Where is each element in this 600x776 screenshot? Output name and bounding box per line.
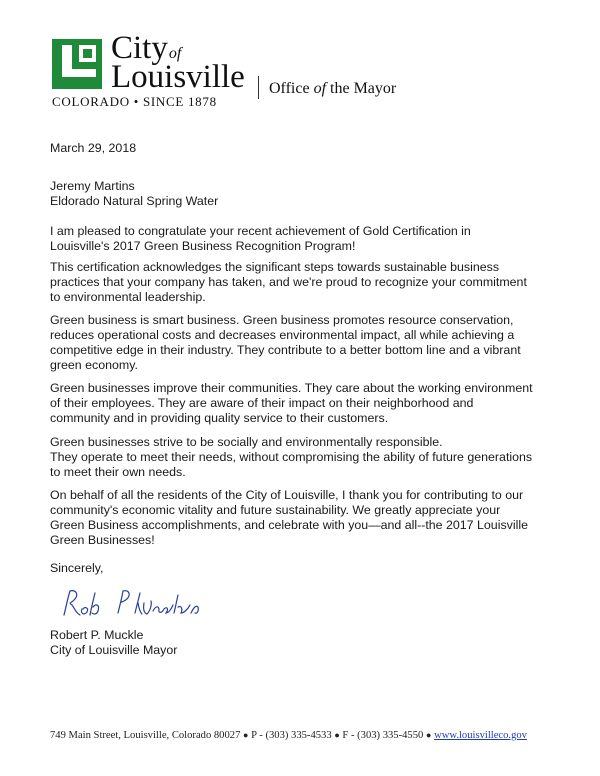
office-prefix: Office <box>269 80 314 97</box>
paragraph-1 <box>50 224 570 254</box>
office-of-word: of <box>313 80 327 97</box>
paragraph-line: Green business is smart business. Green business promotes resource conservation, <box>50 313 514 327</box>
office-of-the-mayor <box>269 80 396 98</box>
paragraph-line: Green businesses strive to be socially and environmentally responsible. <box>50 435 443 449</box>
recipient-name: Jeremy Martins <box>50 179 135 193</box>
paragraph-4 <box>50 381 570 426</box>
paragraph-3 <box>50 313 570 373</box>
paragraph-line: competitive edge in their industry. They contribute to a better bottom line and a vibrant <box>50 343 521 357</box>
recipient-company: Eldorado Natural Spring Water <box>50 194 219 208</box>
paragraph-line: community and in providing quality service to their customers. <box>50 411 389 425</box>
handwritten-signature <box>60 585 210 625</box>
paragraph-line: green economy. <box>50 358 138 372</box>
office-suffix: the Mayor <box>326 80 397 97</box>
paragraph-5 <box>50 435 570 480</box>
paragraph-line: to environmental leadership. <box>50 290 206 304</box>
paragraph-line: I am pleased to congratulate your recent achievement of Gold Certification in <box>50 224 471 238</box>
paragraph-line: practices that your company has taken, and we're proud to recognize your commitment <box>50 275 527 289</box>
paragraph-line: to meet their own needs. <box>50 465 186 479</box>
logo-subline: COLORADO • SINCE 1878 <box>52 94 217 109</box>
paragraph-line: reduces operational costs and decreases environmental impact, all while achieving a <box>50 328 515 342</box>
signer-block <box>50 628 570 658</box>
letter-date: March 29, 2018 <box>50 141 137 155</box>
paragraph-line: of their employees. They are aware of their impact on their neighborhood and <box>50 396 474 410</box>
footer <box>50 730 527 741</box>
paragraph-line: Green Business accomplishments, and celebrate with you—and all--the 2017 Louisville <box>50 518 528 532</box>
footer-address: 749 Main Street, Louisville, Colorado 80027 <box>50 730 241 741</box>
paragraph-line: Green Businesses! <box>50 533 155 547</box>
paragraph-6 <box>50 488 570 548</box>
paragraph-line: On behalf of all the residents of the City of Louisville, I thank you for contributing to our <box>50 488 524 502</box>
footer-bullet: ● <box>334 730 340 740</box>
letterhead-divider <box>258 76 259 99</box>
closing: Sincerely, <box>50 561 104 575</box>
footer-website-link[interactable]: www.louisvilleco.gov <box>434 730 527 741</box>
signer-title: City of Louisville Mayor <box>50 643 178 657</box>
footer-bullet: ● <box>243 730 249 740</box>
paragraph-2 <box>50 260 570 305</box>
logo-city-word: City <box>111 30 168 66</box>
footer-fax: F - (303) 335-4550 <box>342 730 424 741</box>
paragraph-line: community's economic vitality and future sustainability. We greatly appreciate your <box>50 503 501 517</box>
footer-phone: P - (303) 335-4533 <box>251 730 332 741</box>
signer-name: Robert P. Muckle <box>50 628 144 642</box>
city-logo-icon <box>52 39 102 89</box>
paragraph-line: This certification acknowledges the significant steps towards sustainable business <box>50 260 500 274</box>
paragraph-line: Louisville's 2017 Green Business Recognition Program! <box>50 239 356 253</box>
footer-bullet: ● <box>425 730 432 740</box>
paragraph-line: Green businesses improve their communities. They care about the working environment <box>50 381 533 395</box>
recipient-block <box>50 179 570 209</box>
logo-louisville-word: Louisville <box>111 59 245 95</box>
paragraph-line: They operate to meet their needs, without compromising the ability of future generations <box>50 450 533 464</box>
logo-of-word: of <box>168 45 182 62</box>
